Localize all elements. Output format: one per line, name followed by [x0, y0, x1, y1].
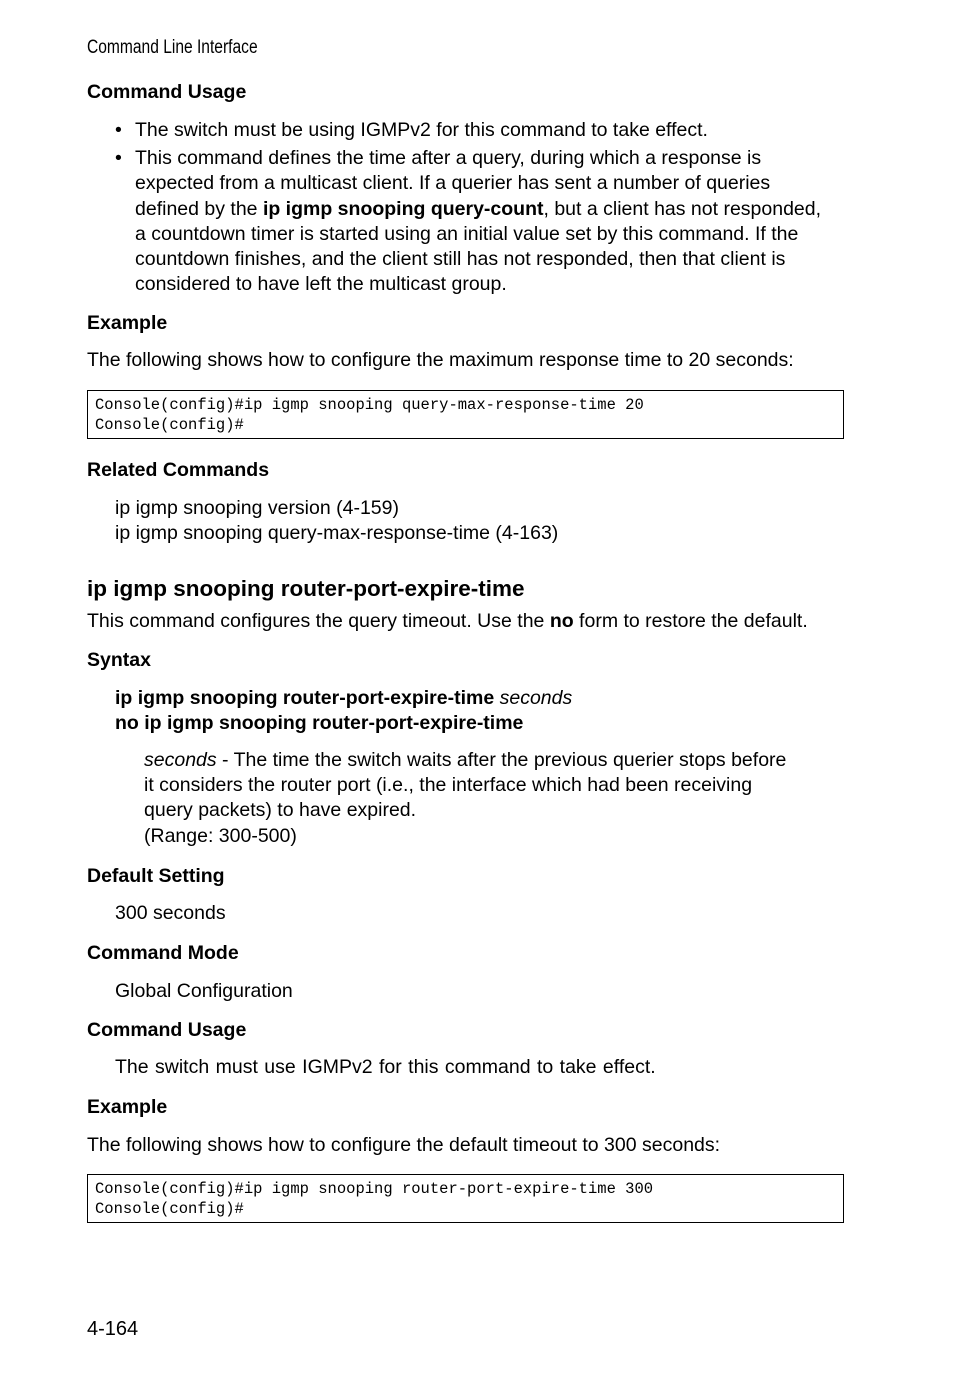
command-usage-heading: Command Usage [87, 81, 247, 103]
param-range: (Range: 300-500) [144, 824, 297, 847]
example-heading-2: Example [87, 1096, 168, 1118]
bullet-line: This command defines the time after a query, during which a response is [135, 147, 762, 170]
code-example [87, 390, 844, 439]
command-intro [87, 609, 808, 634]
syntax-line-no [115, 711, 523, 736]
running-header: Command Line Interface [87, 37, 258, 58]
code-line: Console(config)# [95, 1200, 244, 1218]
bullet-line: considered to have left the multicast group. [135, 273, 507, 296]
example-description: The following shows how to configure the maximum response time to 20 seconds: [87, 349, 794, 371]
command-title: ip igmp snooping router-port-expire-time [87, 576, 525, 601]
code-line: Console(config)#ip igmp snooping router-port-expire-time 300 [95, 1180, 654, 1198]
code-line: Console(config)#ip igmp snooping query-max-response-time 20 [95, 396, 644, 414]
usage-bullet [115, 146, 855, 297]
param-name: seconds [144, 749, 217, 771]
page-number: 4-164 [87, 1318, 139, 1340]
bullet-dot: • [115, 147, 122, 170]
syntax-line [115, 686, 572, 711]
bullet-line: a countdown timer is started using an initial value set by this command. If the [135, 222, 799, 245]
command-usage-text: The switch must use IGMPv2 for this command to take effect. [115, 1056, 656, 1078]
command-mode-heading: Command Mode [87, 942, 239, 964]
usage-bullet-list [115, 118, 855, 300]
syntax-parameter: seconds [499, 687, 573, 709]
bullet-dot: • [115, 119, 122, 141]
default-setting-value: 300 seconds [115, 902, 226, 924]
example-description-2: The following shows how to configure the default timeout to 300 seconds: [87, 1134, 721, 1156]
code-line: Console(config)# [95, 416, 244, 434]
usage-bullet [115, 118, 855, 143]
param-text: - The time the switch waits after the previous querier stops before [216, 749, 787, 771]
bullet-text-post: , but a client has not responded, [543, 197, 822, 220]
bullet-text-pre: defined by the [135, 197, 263, 220]
example-heading: Example [87, 312, 168, 334]
param-line: query packets) to have expired. [144, 799, 417, 822]
parameter-description [144, 748, 786, 849]
bullet-text: The switch must be using IGMPv2 for this command to take effect. [135, 119, 708, 141]
syntax-command: ip igmp snooping router-port-expire-time [115, 687, 495, 709]
related-commands-heading: Related Commands [87, 459, 270, 481]
command-usage-heading-2: Command Usage [87, 1019, 247, 1041]
intro-keyword: no [549, 610, 574, 632]
related-command: ip igmp snooping query-max-response-time (4-163) [115, 522, 559, 544]
command-reference: ip igmp snooping query-count [262, 197, 544, 220]
bullet-line [135, 197, 855, 222]
bullet-line: expected from a multicast client. If a querier has sent a number of queries [135, 172, 771, 195]
bullet-line: countdown finishes, and the client still has not responded, then that client is [135, 248, 786, 271]
default-setting-heading: Default Setting [87, 865, 225, 887]
param-line [144, 748, 786, 773]
param-line: it considers the router port (i.e., the interface which had been receiving [144, 774, 753, 797]
code-example-2 [87, 1174, 844, 1223]
syntax-heading: Syntax [87, 649, 151, 671]
command-mode-value: Global Configuration [115, 980, 293, 1002]
related-command: ip igmp snooping version (4-159) [115, 497, 399, 519]
syntax-no-command: no ip igmp snooping router-port-expire-time [115, 712, 524, 734]
intro-pre: This command configures the query timeout. Use the [87, 610, 550, 632]
intro-post: form to restore the default. [573, 610, 808, 632]
